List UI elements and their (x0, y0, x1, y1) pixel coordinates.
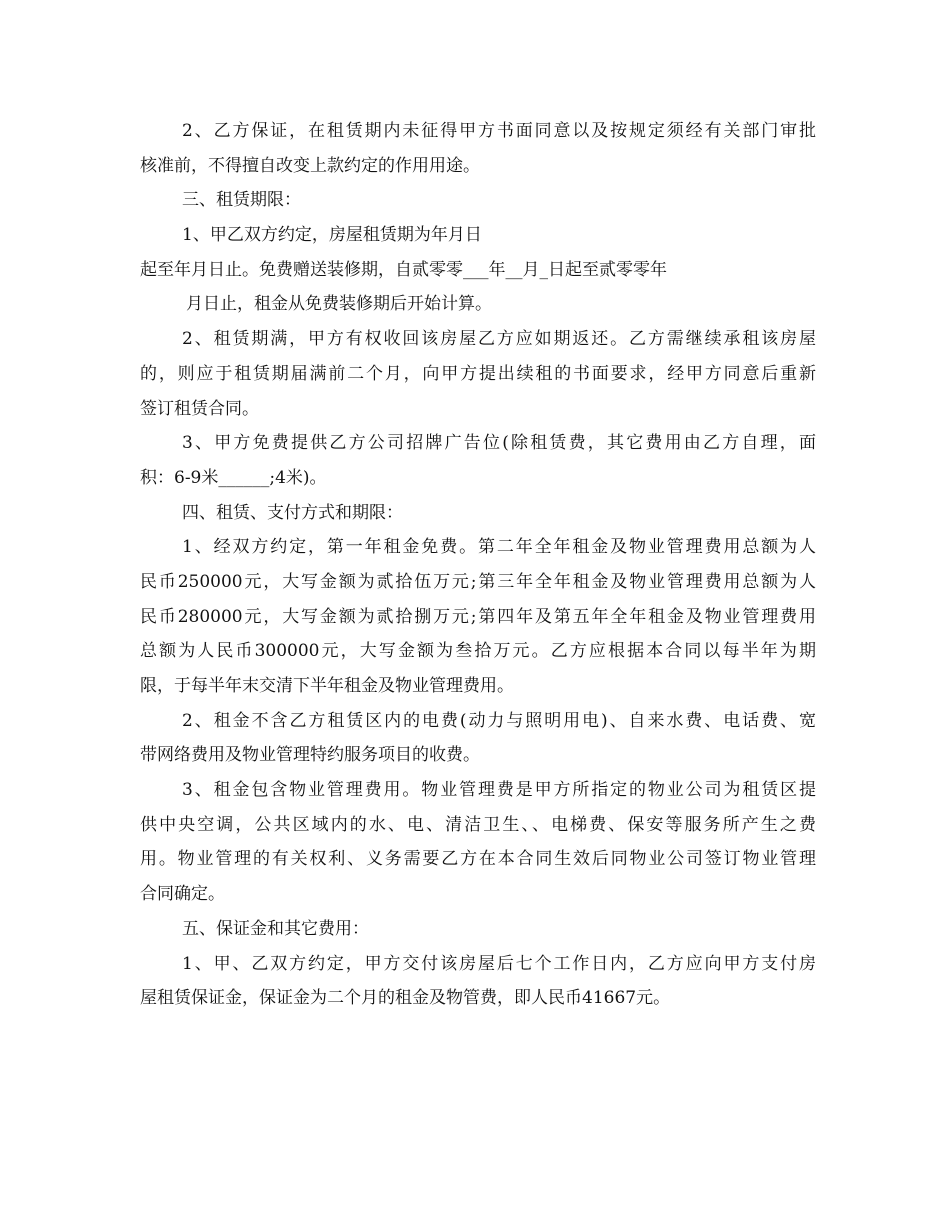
section-4-clause-1-line-5: 限，于每半年末交清下半年租金及物业管理费用。 (140, 676, 514, 696)
section-4-clause-3-line-4: 合同确定。 (140, 884, 225, 905)
section-3-clause-3-line-2: 积：6-9米______;4米)。 (140, 467, 327, 488)
section-5-clause-1-line-2: 屋租赁保证金，保证金为二个月的租金及物管费，即人民币41667元。 (140, 988, 671, 1009)
section-4-clause-2-line-1: 2、租金不含乙方租赁区内的电费(动力与照明用电)、自来水费、电话费、宽 (182, 710, 816, 731)
section-3-clause-3-line-1: 3、甲方免费提供乙方公司招牌广告位(除租赁费，其它费用由乙方自理，面 (182, 433, 816, 454)
section-4-clause-1-line-3: 民币280000元，大写金额为贰拾捌万元;第四年及第五年全年租金及物业管理费用 (140, 606, 816, 627)
section-4-clause-1-line-1: 1、经双方约定，第一年租金免费。第二年全年租金及物业管理费用总额为人 (182, 537, 816, 558)
section-3-clause-1-line-2: 起至年月日止。免费赠送装修期，自贰零零___年__月_日起至贰零零年 (140, 259, 667, 280)
section-4-clause-2-line-2: 带网络费用及物业管理特约服务项目的收费。 (140, 745, 480, 766)
section-3-clause-1-line-1: 1、甲乙双方约定，房屋租赁期为年月日 (182, 225, 482, 246)
section-3-clause-2-line-1: 2、租赁期满，甲方有权收回该房屋乙方应如期返还。乙方需继续承租该房屋 (182, 329, 816, 350)
section-5-heading: 五、保证金和其它费用： (182, 918, 369, 939)
section-3-heading: 三、租赁期限： (182, 190, 301, 211)
section-4-clause-1-line-4: 总额为人民币300000元，大写金额为叁拾万元。乙方应根据本合同以每半年为期 (140, 641, 816, 662)
document-body (140, 114, 816, 1016)
clause-2-line-1: 2、乙方保证，在租赁期内未征得甲方书面同意以及按规定须经有关部门审批 (182, 121, 816, 141)
section-4-clause-1-line-2: 民币250000元，大写金额为贰拾伍万元;第三年全年租金及物业管理费用总额为人 (140, 571, 816, 592)
section-4-heading: 四、租赁、支付方式和期限： (182, 502, 403, 523)
section-4-clause-3-line-1: 3、租金包含物业管理费用。物业管理费是甲方所指定的物业公司为租赁区提 (182, 780, 816, 801)
section-3-clause-2-line-2: 的，则应于租赁期届满前二个月，向甲方提出续租的书面要求，经甲方同意后重新 (140, 363, 816, 384)
section-4-clause-3-line-3: 用。物业管理的有关权利、义务需要乙方在本合同生效后同物业公司签订物业管理 (140, 849, 816, 870)
section-5-clause-1-line-1: 1、甲、乙双方约定，甲方交付该房屋后七个工作日内，乙方应向甲方支付房 (182, 953, 816, 974)
section-3-clause-1-line-3: 月日止，租金从免费装修期后开始计算。 (186, 294, 492, 315)
section-3-clause-2-line-3: 签订租赁合同。 (140, 398, 259, 419)
section-4-clause-3-line-2: 供中央空调，公共区域内的水、电、清洁卫生、、电梯费、保安等服务所产生之费 (140, 814, 816, 835)
clause-2-line-2: 核准前，不得擅自改变上款约定的作用用途。 (140, 155, 480, 176)
